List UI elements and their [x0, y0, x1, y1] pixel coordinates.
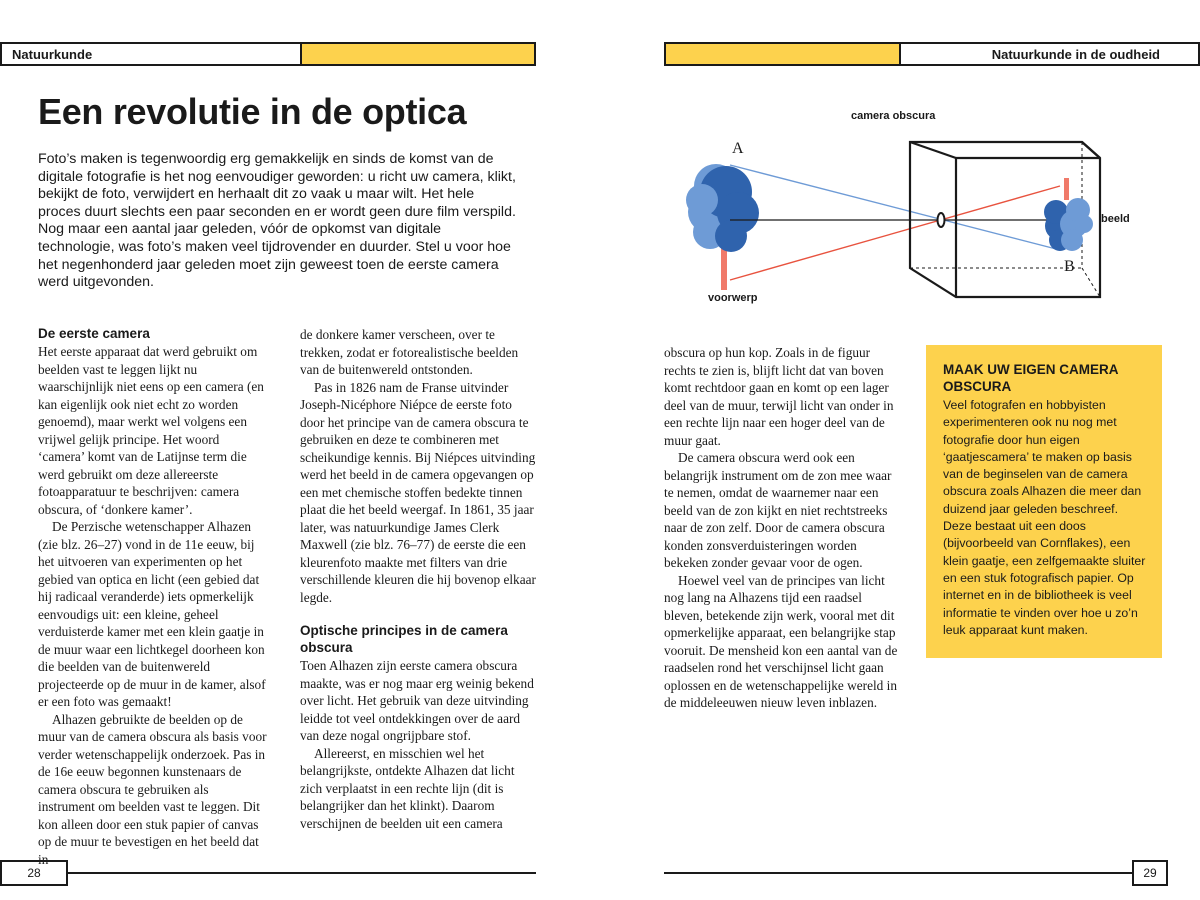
ray-bottom	[730, 186, 1060, 280]
image-label: beeld	[1101, 213, 1130, 225]
paragraph: de donkere kamer verscheen, over te trekken, zodat er fotorealistische beelden van de buitenwereld ontstonden.	[300, 327, 519, 377]
page-number-left: 28	[0, 860, 68, 886]
section-heading-optical-principles: Optische principes in de camera obscura	[300, 623, 508, 655]
section-heading-first-camera: De eerste camera	[38, 326, 150, 341]
right-header-label: Natuurkunde in de oudheid	[899, 42, 1200, 66]
diagram-title: camera obscura	[851, 110, 936, 122]
page-number-right: 29	[1132, 860, 1168, 886]
paragraph: Toen Alhazen zijn eerste camera obscura maakte, was er nog maar erg weinig bekend over licht. Het gebruik van deze uitvinding leidde tot veel ontdekkingen over de aard van deze nogal ongrijpbare stof.	[300, 658, 534, 743]
paragraph: Allereerst, en misschien wel het belangrijkste, ontdekte Alhazen dat licht zich verplaatst in een rechte lijn (dit is belangrijker dan het klinkt). Daarom verschijnen de beelden uit een camera	[300, 745, 515, 831]
body-column-3	[664, 344, 902, 712]
point-a-label: A	[732, 140, 744, 157]
left-page-header	[0, 42, 536, 66]
right-page-header	[664, 42, 1200, 66]
body-column-1	[38, 325, 268, 868]
paragraph: Het eerste apparaat dat werd gebruikt om beelden vast te leggen lijkt nu waarschijnlijk niet eens op een camera (en kan eigenlijk ook niet echt zo worden genoemd), maar werkt wel volgens een vrijwel gelijk principe. Het woord ‘camera’ komt van de Latijnse term die werd gebruikt om deze allereerste fotoapparatuur te beschrijven: camera obscura, of ‘donkere kamer’.	[38, 344, 264, 517]
sidebar-heading: MAAK UW EIGEN CAMERA OBSCURA	[943, 362, 1118, 394]
pinhole-icon	[938, 213, 945, 227]
diagram-drawing	[664, 100, 1200, 320]
footer-rule-left	[68, 872, 536, 874]
footer-rule-right	[664, 872, 1132, 874]
paragraph: Hoewel veel van de principes van licht nog lang na Alhazens tijd een raadsel bleven, betekende zijn werk, vooral met dit opmerkelijke apparaat, een belangrijke stap vooruit. De mensheid kon een aantal van de raadselen rond het verschijnsel licht gaan oplossen en de wetenschappelijke wereld in de middeleeuwen nieuw leven inblazen.	[664, 572, 898, 710]
paragraph: De camera obscura werd ook een belangrijk instrument om de zon mee waar te nemen, omdat de waarnemer naar een beeld van de zon kijkt en niet rechtstreeks naar de zon zelf. Door de camera obscura konden zonsverduisteringen worden bekeken zonder gevaar voor de ogen.	[664, 450, 892, 570]
ray-top	[730, 165, 1060, 250]
sidebar-box	[926, 345, 1162, 658]
paragraph: obscura op hun kop. Zoals in de figuur rechts te zien is, blijft licht dat van boven komt rechtdoor gaan en komt op een lager deel van de muur, terwijl licht van onder in een rechte lijn naar een hoger deel van de muur gaat.	[664, 345, 894, 448]
paragraph: De Perzische wetenschapper Alhazen (zie blz. 26–27) vond in de 11e eeuw, bij het uitvoeren van experimenten op het gebied van optica en licht (een gebied dat hij radicaal veranderde) iets opmerkelijk eenvoudigs uit: een kleine, geheel verduisterde kamer met een klein gaatje in de muur waar een lichtkegel doorheen kon die beelden van de buitenwereld projecteerde op de muur in de kamer, alsof er een foto was gemaakt!	[38, 519, 266, 709]
paragraph: Alhazen gebruikte de beelden op de muur van de camera obscura als basis voor verder wetenschappelijk onderzoek. Pas in de 16e eeuw begonnen kunstenaars de camera obscura te gebruiken als instrument om beelden vast te leggen. Dit kon alleen door een stuk papier of canvas op de muur te bevestigen en het beeld dat in	[38, 711, 267, 867]
object-label: voorwerp	[708, 292, 758, 304]
right-header-accent	[664, 42, 899, 66]
left-header-accent	[300, 42, 536, 66]
paragraph: Pas in 1826 nam de Franse uitvinder Joseph-Nicéphore Niépce de eerste foto door het principe van de camera obscura te gebruiken en deze te combineren met scheikundige kennis. Bij Niépces uitvinding werd het beeld in de camera opgevangen op een met chemische stoffen bedekte tinnen plaat die het beeld weergaf. In 1861, 35 jaar later, was natuurkundige James Clerk Maxwell (zie blz. 76–77) de eerste die een kleurenfoto maakte met filters van drie verschillende kleuren die hij bovenop elkaar legde.	[300, 379, 536, 605]
left-header-label: Natuurkunde	[0, 42, 300, 66]
body-column-2	[300, 326, 536, 832]
point-b-label: B	[1064, 258, 1075, 275]
tree-icon	[686, 164, 759, 252]
intro-paragraph: Foto’s maken is tegenwoordig erg gemakkelijk en sinds de komst van de digitale fotografie is het nog eenvoudiger geworden: u richt uw camera, klikt, bekijkt de foto, verwijdert en herhaalt dit zo vaak u maar wilt. Het hele proces duurt slechts een paar seconden en er wordt geen dure film verspild. Nog maar een aantal jaar geleden, vóór de opkomst van digitale technologie, was foto’s maken veel tijdrovender en duurder. Stel u voor hoe het negenhonderd jaar geleden moet zijn geweest toen de eerste camera werd uitgevonden.	[38, 151, 516, 291]
page-title: Een revolutie in de optica	[38, 91, 467, 132]
camera-obscura-diagram	[664, 100, 1200, 320]
sidebar-text: Veel fotografen en hobbyisten experimenteren ook nu nog met fotografie door hun eigen ‘gaatjescamera’ te maken op basis van de beginselen van de camera obscura zoals Alhazen die meer dan duizend jaar geleden beschreef. Deze bestaat uit een doos (bijvoorbeeld van Cornflakes), een klein gaatje, een zelfgemaakte sluiter en een stuk fotografisch papier. Op internet en in de bibliotheek is veel informatie te vinden over hoe u zo’n leuk apparaat kunt maken.	[943, 398, 1146, 637]
